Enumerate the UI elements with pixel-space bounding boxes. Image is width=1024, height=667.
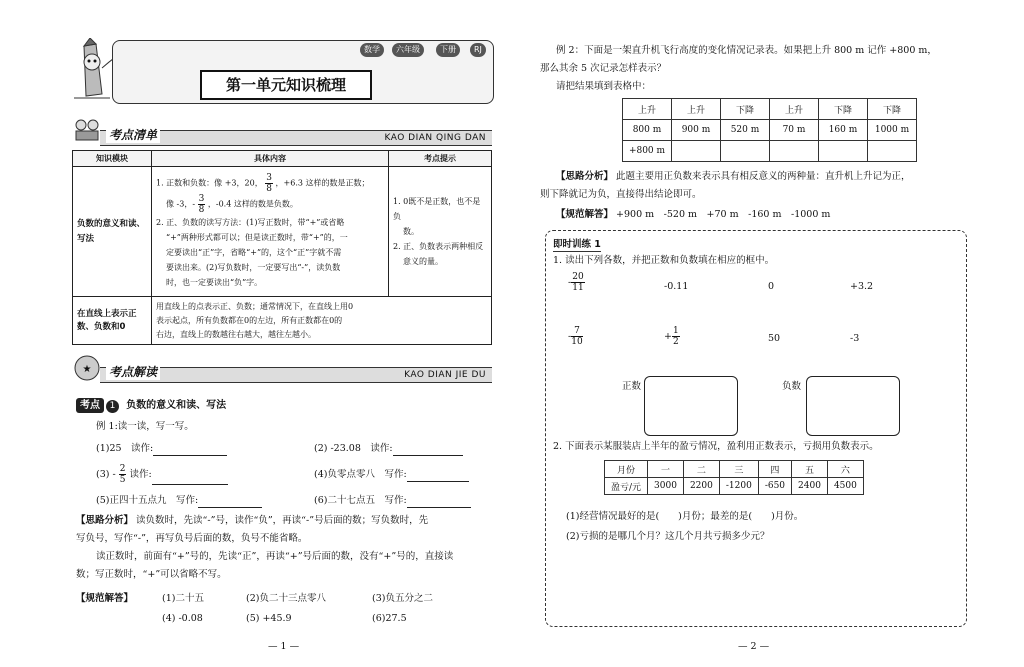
number-item: -0.11: [664, 281, 689, 292]
tip-line: 意义的量。: [403, 257, 443, 266]
table-cell: 4500: [827, 478, 863, 495]
question-text: (3) -: [96, 469, 116, 480]
answer-cell[interactable]: [819, 141, 868, 162]
positive-box-label: 正数: [622, 381, 642, 392]
gift-badge-icon: [72, 355, 102, 381]
fraction: [198, 194, 206, 215]
example2-title: 例 2：下面是一架直升机飞行高度的变化情况记录表。如果把上升 800 m 记作 +800 m，: [556, 45, 937, 56]
analysis-line: [556, 170, 911, 184]
content-line: 定要读出“正”字，省略“+”的，这个“正”字就不需: [166, 248, 342, 257]
answer-line: [556, 208, 830, 222]
answer-blank[interactable]: [407, 497, 471, 508]
section-title-jiedu: 考点解读: [106, 363, 160, 380]
answer-blank[interactable]: [153, 445, 227, 456]
table-header: 考点提示: [389, 151, 492, 167]
content-text: 像 -3，-: [166, 199, 196, 209]
table-cell: 70 m: [770, 120, 819, 141]
table-cell: 下降: [819, 99, 868, 120]
number-item: - $\frac{7}{10}$: [568, 326, 583, 347]
sub-question-1: (1)经营情况最好的是( )月份；最差的是( )月份。: [566, 511, 804, 522]
question-text: (2) -23.08 读作:: [314, 443, 393, 454]
table-cell: 520 m: [721, 120, 770, 141]
fraction-num: 1: [672, 326, 679, 336]
table-cell: -1200: [719, 478, 758, 495]
answer-blank[interactable]: [152, 474, 228, 485]
analysis-label: 【思路分析】: [76, 515, 134, 526]
question-5: [96, 494, 262, 508]
analysis-line: 数；写正数时，“+”可以省略不写。: [76, 569, 227, 580]
tip-line: 2. 正、负数表示两种相反: [393, 242, 484, 251]
fraction-den: 10: [571, 337, 583, 347]
module-cell: 负数的意义和读、写法: [73, 167, 152, 297]
question-3: [96, 464, 228, 485]
answer-label: 【规范解答】: [556, 209, 614, 220]
answer-item: (1)二十五: [162, 593, 204, 604]
table-cell: 盈亏/元: [605, 478, 648, 495]
analysis-text: 读负数时，先读“-”号，读作“负”，再读“-”号后面的数；写负数时，先: [136, 515, 429, 526]
answer-blank[interactable]: [198, 497, 262, 508]
answer-cell[interactable]: [672, 141, 721, 162]
number-item: -3: [850, 333, 860, 344]
question-2: [314, 442, 463, 456]
module-cell: 在直线上表示正数、负数和0: [73, 297, 152, 345]
answer-blank[interactable]: [407, 471, 469, 482]
analysis-text: 此题主要用正负数来表示具有相反意义的两种量：直升机上升记为正，: [616, 171, 911, 182]
answer-cell[interactable]: [868, 141, 917, 162]
content-cell: [152, 167, 389, 297]
analysis-line: 读正数时，前面有“+”号的，先读“正”，再读“+”号后面的数，没有“+”号的，直接读: [96, 551, 454, 562]
tip-line: 数。: [403, 227, 419, 236]
fraction: [571, 326, 582, 347]
subject-pill: 数学: [360, 43, 384, 57]
sub-question-2: (2)亏损的是哪几个月？这几个月共亏损多少元？: [566, 531, 770, 542]
answer-blank[interactable]: [393, 445, 463, 456]
content-line: “+”两种形式都可以；但是读正数时，带“+”的，一: [166, 233, 348, 242]
section-title-qingdan: 考点清单: [106, 126, 160, 143]
knowledge-table: [72, 150, 492, 345]
fraction-den: 8: [266, 184, 272, 194]
answer-item: (6)27.5: [372, 613, 407, 624]
table-cell: 2400: [792, 478, 828, 495]
number-item: + $\frac{1}{2}$: [664, 326, 679, 347]
number-item: +3.2: [850, 281, 874, 292]
analysis-label: 【思路分析】: [556, 171, 614, 182]
table-cell: 800 m: [623, 120, 672, 141]
fraction: [672, 326, 680, 347]
table-cell: 五: [792, 461, 828, 478]
kaodian-heading: [76, 396, 226, 413]
fraction: [119, 464, 127, 485]
tips-cell: [389, 167, 492, 297]
drill-box: [545, 230, 967, 627]
question-text: 读作:: [129, 469, 152, 480]
table-cell: +800 m: [623, 141, 672, 162]
edition-pill: RJ: [470, 43, 486, 57]
svg-text:★: ★: [82, 364, 92, 375]
volume-pill: 下册: [436, 43, 460, 57]
fraction-num: 3: [266, 173, 272, 183]
answer-label: [76, 592, 133, 606]
answer-item: (2)负二十三点零八: [246, 593, 326, 604]
question-4: [314, 468, 469, 482]
answer-text: +900 m -520 m +70 m -160 m -1000 m: [616, 209, 831, 220]
answer-cell[interactable]: [770, 141, 819, 162]
table-cell: 一: [648, 461, 684, 478]
table-cell: 2200: [683, 478, 719, 495]
answer-label-text: 【规范解答】: [76, 593, 134, 604]
content-text: 1. 正数和负数：像 +3，20，: [156, 178, 263, 188]
table-cell: 三: [719, 461, 758, 478]
fraction: [265, 173, 273, 194]
table-header: 具体内容: [152, 151, 389, 167]
question-1: [96, 442, 227, 456]
question-6: [314, 494, 471, 508]
table-header: 知识模块: [73, 151, 152, 167]
negative-box-label: 负数: [782, 381, 802, 392]
example2-line2: 那么其余 5 次记录怎样表示？: [540, 63, 667, 74]
fraction-num: 2: [119, 464, 126, 474]
page-number: — 2 —: [738, 641, 770, 652]
question-text: (5)正四十五点九 写作:: [96, 495, 199, 506]
fraction-num: 3: [198, 194, 205, 204]
grade-pill: 六年级: [392, 43, 424, 57]
number-item: 50: [768, 333, 781, 344]
question-text: (6)二十七点五 写作:: [314, 495, 407, 506]
table-cell: 160 m: [819, 120, 868, 141]
content-cell: [152, 297, 492, 345]
example1-title: 例 1:读一读，写一写。: [96, 421, 194, 432]
fraction-num: 7: [571, 326, 582, 337]
fill-prompt: 请把结果填到表格中：: [556, 81, 652, 92]
content-line: 右边，直线上的数越往右越大，越往左越小。: [156, 329, 316, 339]
fraction-num: 20: [572, 272, 584, 282]
table-cell: -650: [758, 478, 791, 495]
fraction-den: 5: [119, 475, 126, 485]
table-cell: 900 m: [672, 120, 721, 141]
negative-numbers-box[interactable]: [806, 376, 900, 436]
kaodian-number: 1: [106, 400, 119, 413]
table-cell: 下降: [868, 99, 917, 120]
answer-cell[interactable]: [721, 141, 770, 162]
content-line: 表示起点，所有负数都在0的左边，所有正数都在0的: [156, 315, 343, 325]
profit-loss-table: [604, 460, 864, 495]
table-cell: 3000: [648, 478, 684, 495]
fraction: [571, 272, 584, 293]
table-cell: 二: [683, 461, 719, 478]
altitude-table: [622, 98, 917, 162]
analysis-line: 写负号，写作“-”，再写负号后面的数，负号不能省略。: [76, 533, 308, 544]
table-cell: 下降: [721, 99, 770, 120]
table-cell: 四: [758, 461, 791, 478]
kids-reading-icon: [72, 118, 102, 142]
question-text: (1)25 读作:: [96, 443, 154, 454]
fraction-den: 2: [672, 337, 679, 347]
number-item: - $\frac{20}{11}$: [568, 272, 584, 293]
answer-item: (4) -0.08: [162, 613, 203, 624]
page-number: — 1 —: [268, 641, 300, 652]
table-cell: 六: [827, 461, 863, 478]
kaodian-title: 负数的意义和读、写法: [126, 400, 227, 411]
table-cell: 上升: [672, 99, 721, 120]
content-text: ，-0.4 这样的数是负数。: [207, 199, 298, 209]
drill-title: 即时训练 1: [553, 236, 601, 252]
content-line: 要读出来。(2)写负数时，一定要写出“-”，读负数: [166, 263, 341, 272]
content-line: 时，也一定要读出“负”字。: [166, 278, 263, 287]
number-item: 0: [768, 281, 775, 292]
section-en-title: KAO DIAN QING DAN: [384, 133, 486, 143]
question-text: (4)负零点零八 写作:: [314, 469, 407, 480]
table-cell: 月份: [605, 461, 648, 478]
answer-item: (5) +45.9: [246, 613, 292, 624]
drill-question-2: 2. 下面表示某服装店上半年的盈亏情况，盈利用正数表示，亏损用负数表示。: [553, 441, 879, 452]
tip-line: 1. 0既不是正数，也不是负: [393, 197, 481, 221]
content-text: ，+6.3 这样的数是正数；: [275, 178, 370, 188]
drill-question-1: 1. 读出下列各数，并把正数和负数填在相应的框中。: [553, 255, 775, 266]
kaodian-label: 考点: [76, 398, 104, 413]
content-line: 用直线上的点表示正、负数；通常情况下，在直线上用0: [156, 301, 354, 311]
page-title: 第一单元知识梳理: [200, 70, 372, 100]
analysis-line: [76, 514, 428, 528]
answer-item: (3)负五分之二: [372, 593, 433, 604]
analysis-line: 则下降就记为负，直接得出结论即可。: [540, 189, 702, 200]
section-en-title: KAO DIAN JIE DU: [404, 370, 486, 380]
fraction-den: 11: [572, 283, 584, 293]
fraction-den: 8: [198, 205, 205, 215]
table-cell: 上升: [770, 99, 819, 120]
positive-numbers-box[interactable]: [644, 376, 738, 436]
table-cell: 1000 m: [868, 120, 917, 141]
table-cell: 上升: [623, 99, 672, 120]
content-line: 2. 正、负数的读写方法：(1)写正数时，带“+”或省略: [156, 218, 345, 227]
